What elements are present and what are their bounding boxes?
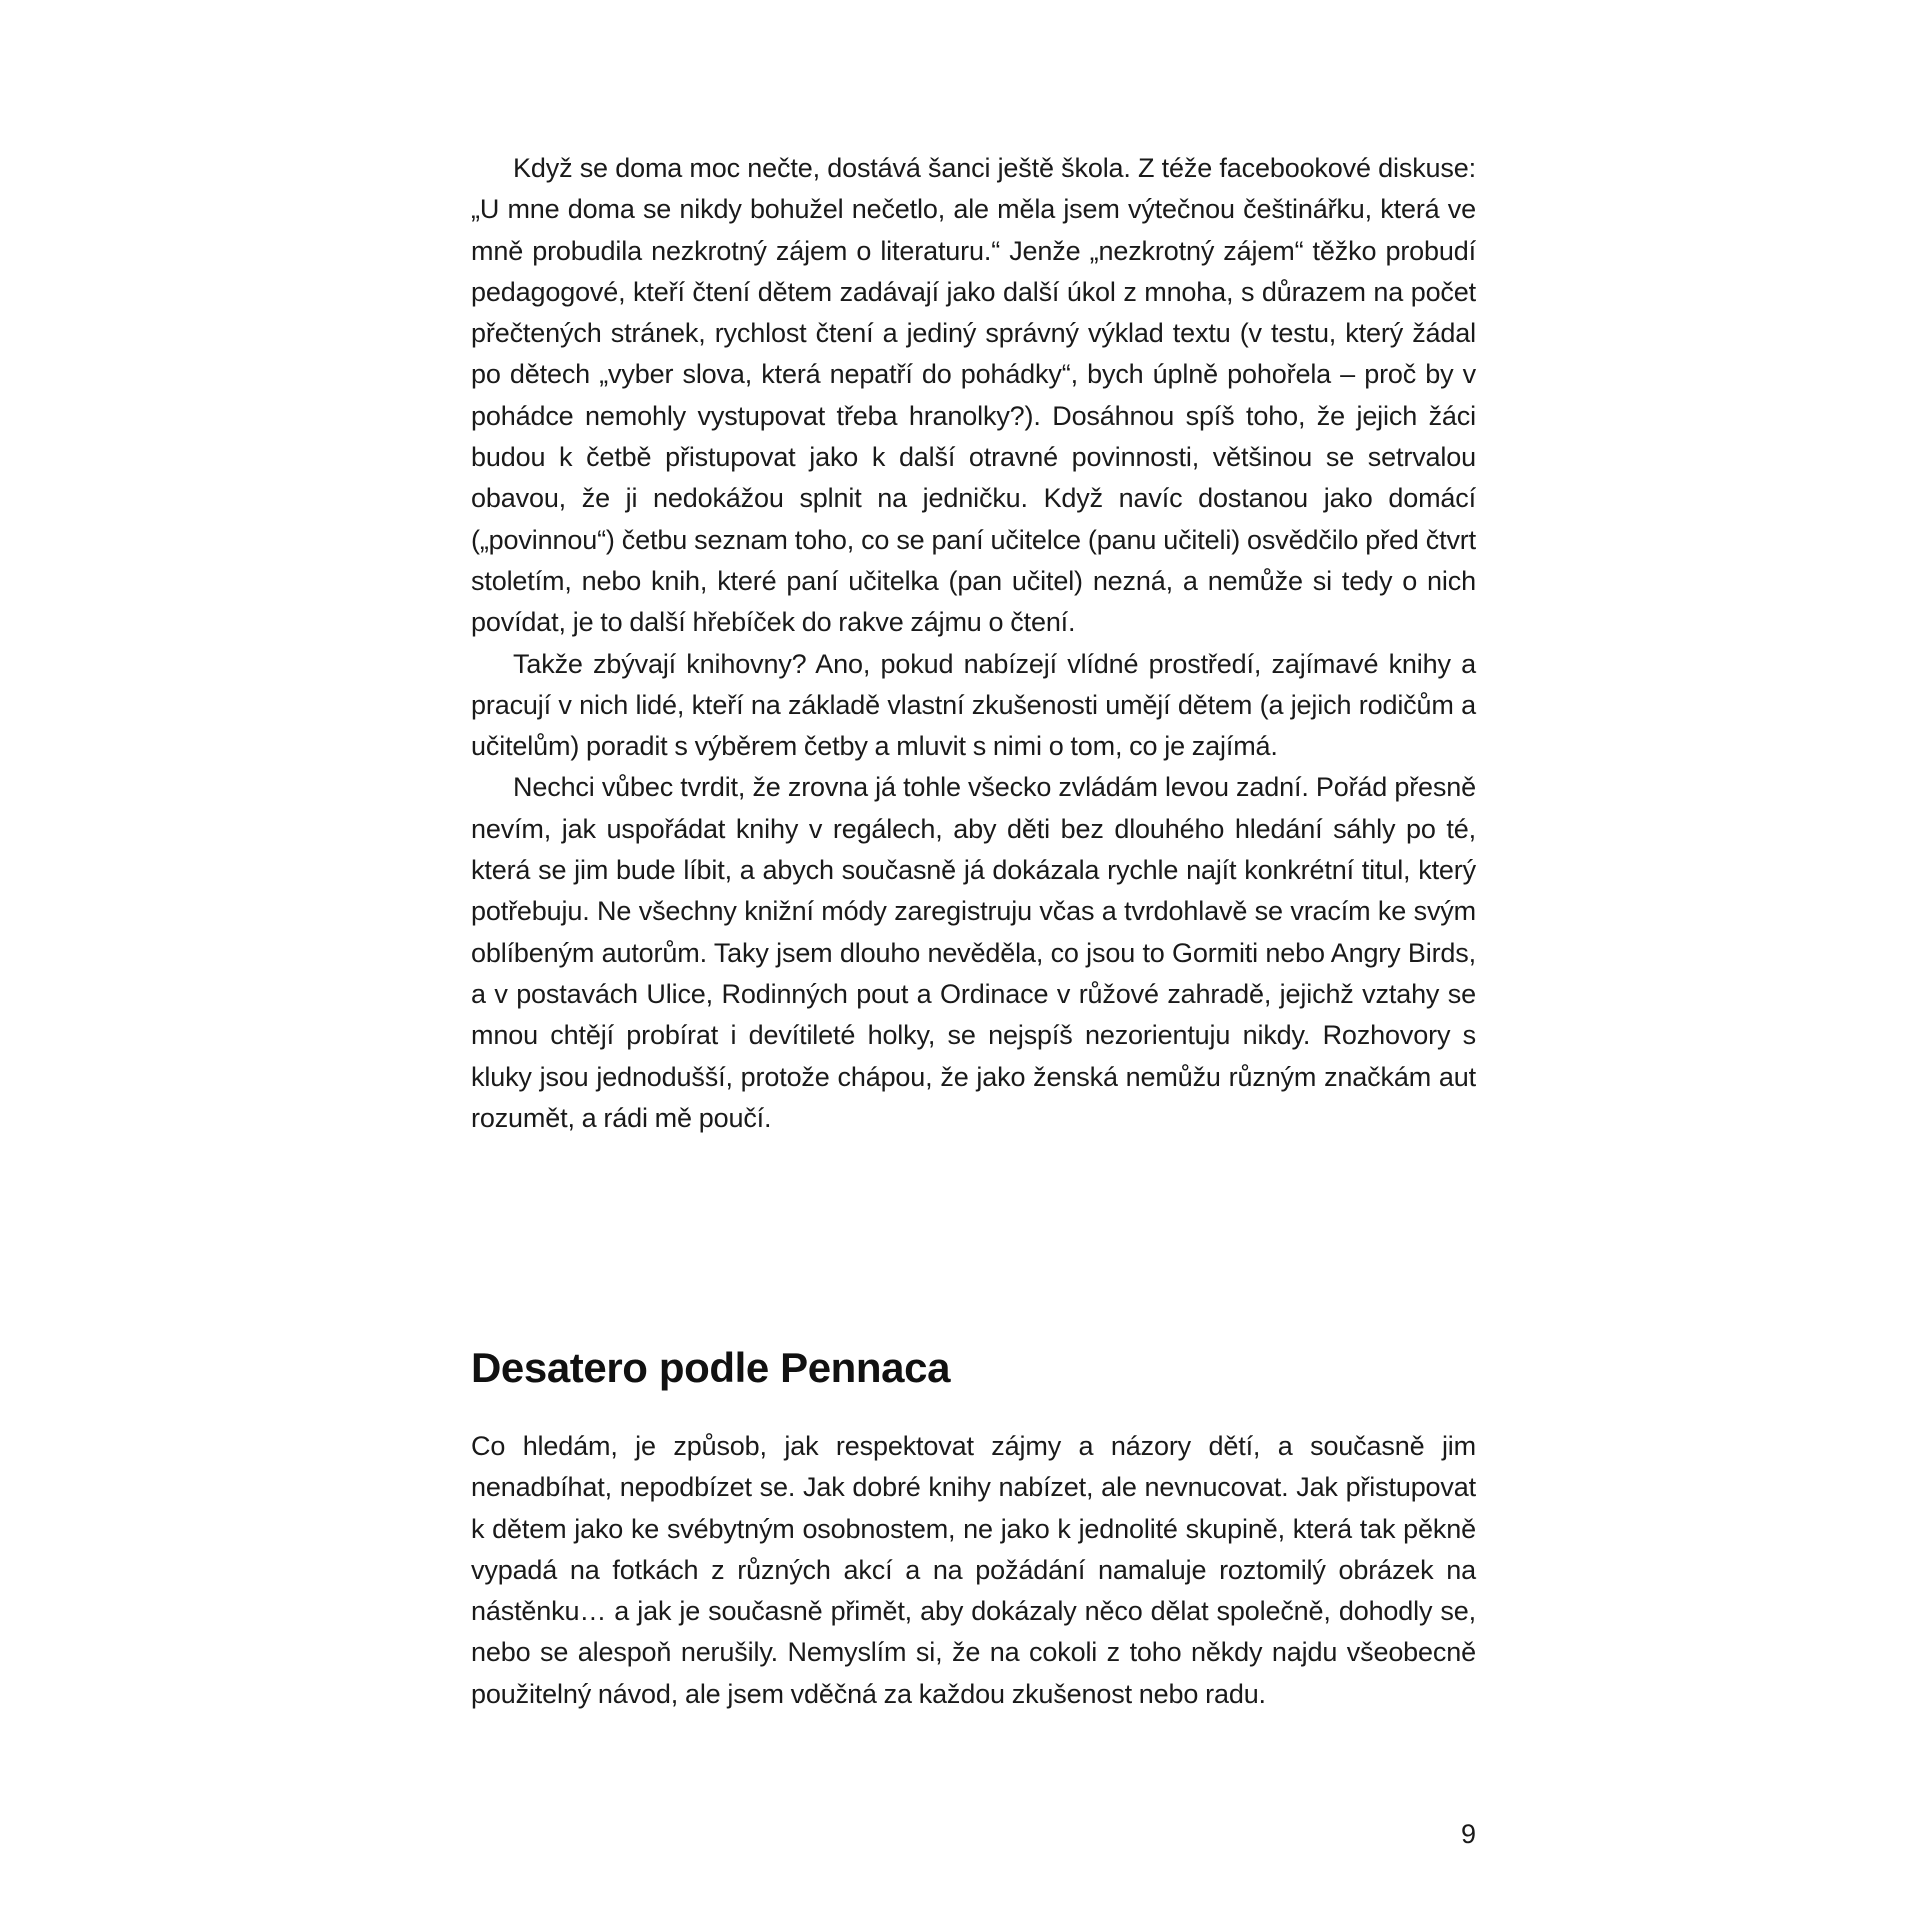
page-number: 9 [1460,1819,1476,1849]
section-body [471,1426,1476,1715]
body-text [471,148,1476,1139]
paragraph-confession: Nechci vůbec tvrdit, že zrovna já tohle všecko zvládám levou zadní. Pořád přesně nevím, jak uspořádat knihy v regálech, aby děti bez dlouhého hledání sáhly po té, která se jim bude líbit, a abych současně já dokázala rychle najít konkrétní titul, který potřebuju. Ne všechny knižní módy zaregistruju včas a tvrdohlavě se vracím ke svým oblíbeným autorům. Taky jsem dlouho nevěděla, co jsou to Gormiti nebo Angry Birds, a v postavách Ulice, Rodinných pout a Ordinace v růžové zahradě, jejichž vztahy se mnou chtějí probírat i devítileté holky, se nejspíš nezorientuju nikdy. Rozhovory s kluky jsou jednodušší, protože chápou, že jako ženská nemůžu různým značkám aut rozumět, a rádi mě poučí. [471,772,1476,1133]
paragraph-school: Když se doma moc nečte, dostává šanci ještě škola. Z téže facebookové diskuse: „U mne doma se nikdy bohužel nečetlo, ale měla jsem výtečnou češtinářku, která ve mně probudila nezkrotný zájem o literaturu.“ Jenže „nezkrotný zájem“ těžko probudí pedagogové, kteří čtení dětem zadávají jako další úkol z mnoha, s důrazem na počet přečtených stránek, rychlost čtení a jediný správný výklad textu (v testu, který žádal po dětech „vyber slova, která nepatří do pohádky“, bych úplně pohořela – proč by v pohádce nemohly vystupovat třeba hranolky?). Dosáhnou spíš toho, že jejich žáci budou k četbě přistupovat jako k další otravné povinnosti, většinou se setrvalou obavou, že ji nedokážou splnit na jedničku. Když navíc dostanou jako domácí („povinnou“) četbu seznam toho, co se paní učitelce (panu učiteli) osvědčilo před čtvrt stoletím, nebo knih, které paní učitelka (pan učitel) nezná, a nemůže si tedy o nich povídat, je to další hřebíček do rakve zájmu o čtení. [471,153,1476,638]
section-heading: Desatero podle Pennaca [471,1344,951,1391]
paragraph-libraries: Takže zbývají knihovny? Ano, pokud nabízejí vlídné prostředí, zajímavé knihy a pracují v nich lidé, kteří na základě vlastní zkušenosti umějí dětem (a jejich rodičům a učitelům) poradit s výběrem četby a mluvit s nimi o tom, co je zajímá. [471,648,1476,762]
paragraph-section: Co hledám, je způsob, jak respektovat zájmy a názory dětí, a současně jim nenadbíhat, nepodbízet se. Jak dobré knihy nabízet, ale nevnucovat. Jak přistupovat k dětem jako ke svébytným osobnostem, ne jako k jednolité skupině, která tak pěkně vypadá na fotkách z různých akcí a na požádání namaluje roztomilý obrázek na nástěnku… a jak je současně přimět, aby dokázaly něco dělat společně, dohodly se, nebo se alespoň nerušily. Nemyslím si, že na cokoli z toho někdy najdu všeobecně použitelný návod, ale jsem vděčná za každou zkušenost nebo radu. [471,1431,1476,1709]
